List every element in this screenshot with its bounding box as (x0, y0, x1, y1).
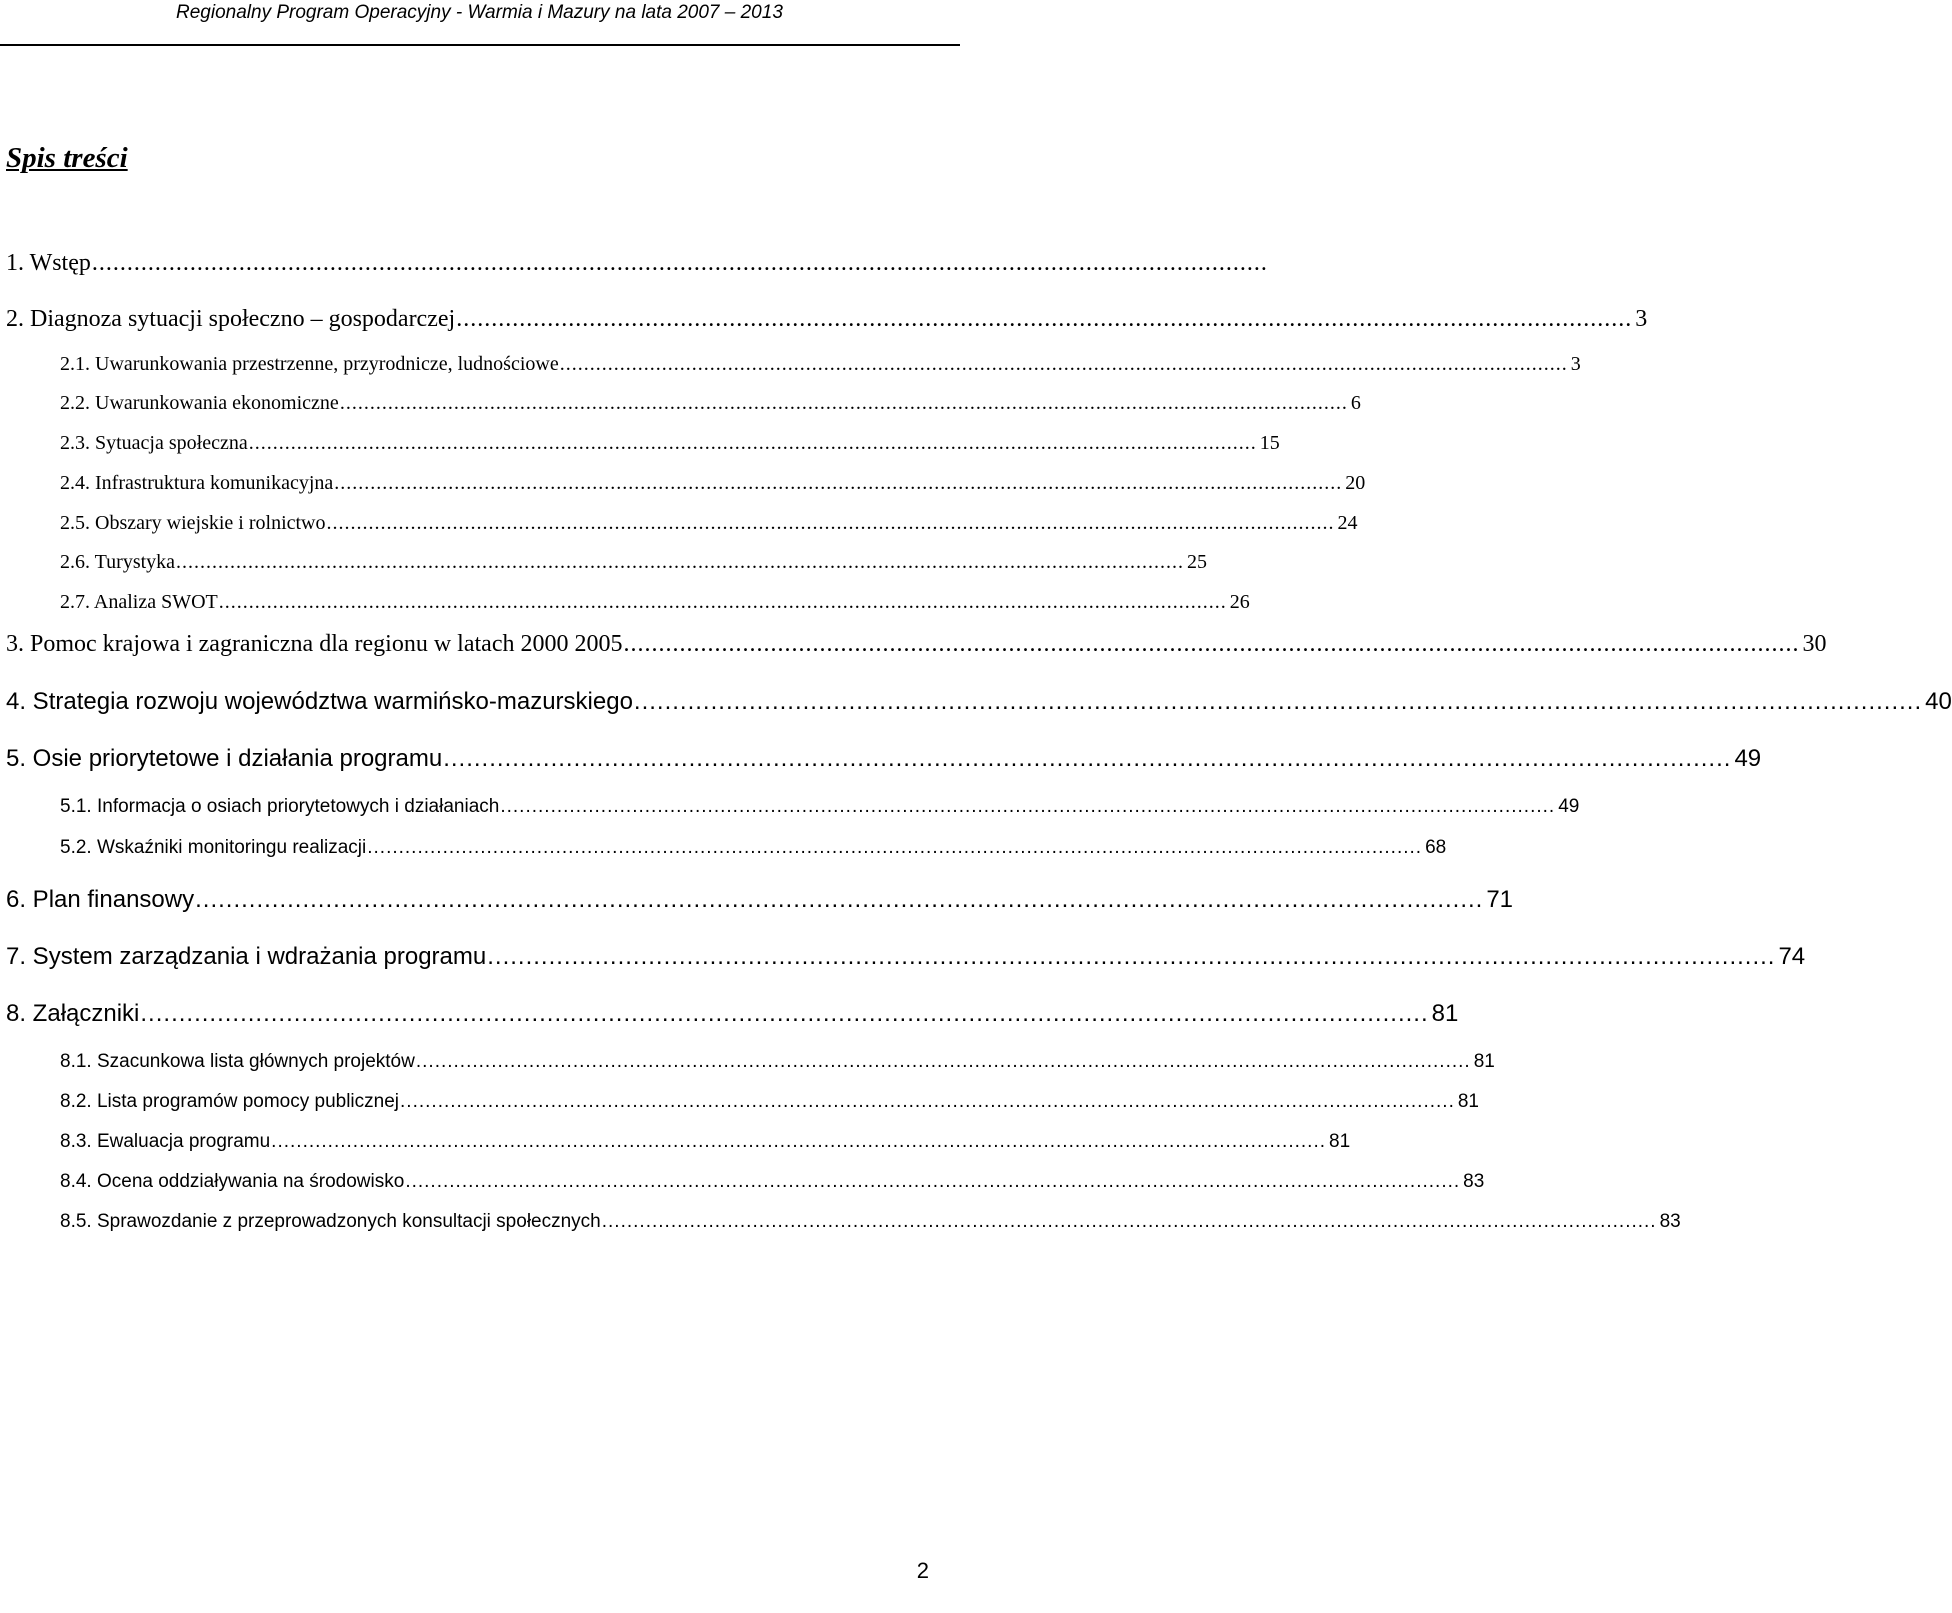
toc-entry-page: 49 (1558, 796, 1580, 817)
toc-entry-5-1[interactable] (60, 796, 1580, 818)
toc-entry-label: 1. Wstęp (6, 250, 91, 276)
toc-leader-dots: ........................................................................................................................................................................ (367, 837, 1423, 858)
toc-entry-8-3[interactable] (60, 1131, 1351, 1153)
toc-leader-dots: ........................................................................................................................................................................ (415, 1051, 1471, 1072)
toc-leader-dots: ........................................................................................................................................................................ (601, 1211, 1657, 1232)
toc-entry-page: 3 (1570, 353, 1581, 375)
toc-leader-dots: ........................................................................................................................................................................ (500, 796, 1556, 817)
toc-leader-dots: ........................................................................................................................................................................ (443, 745, 1732, 772)
toc-leader-dots: ........................................................................................................................................................................ (334, 472, 1343, 494)
toc-leader-dots: ........................................................................................................................................................................ (623, 631, 1800, 657)
toc-entry-page: 83 (1659, 1211, 1681, 1232)
toc-entry-page: 74 (1778, 943, 1806, 970)
toc-title: Spis treści (6, 142, 128, 174)
toc-entry-2-4[interactable] (60, 472, 1366, 495)
toc-entry-label: 5.2. Wskaźniki monitoringu realizacji (60, 837, 367, 858)
toc-entry-page: 81 (1473, 1051, 1495, 1072)
toc-leader-dots: ........................................................................................................................................................................ (248, 432, 1257, 454)
toc-entry-label: 8.2. Lista programów pomocy publicznej (60, 1091, 400, 1112)
toc-entry-5-2[interactable] (60, 837, 1447, 859)
toc-entry-4[interactable] (6, 688, 1952, 716)
toc-entry-8-4[interactable] (60, 1171, 1485, 1193)
toc-leader-dots: ........................................................................................................................................................................ (400, 1091, 1455, 1112)
toc-entry-label: 2.1. Uwarunkowania przestrzenne, przyrodnicze, ludnościowe (60, 353, 559, 375)
toc-entry-6[interactable] (6, 886, 1514, 914)
toc-leader-dots: ........................................................................................................................................................................ (195, 886, 1484, 913)
toc-entry-label: 2. Diagnoza sytuacji społeczno – gospodarczej (6, 306, 456, 332)
toc-entry-page: 24 (1337, 512, 1358, 534)
toc-leader-dots: ........................................................................................................................................................................ (326, 512, 1335, 534)
toc-entry-2-3[interactable] (60, 432, 1280, 455)
toc-entry-label: 8.5. Sprawozdanie z przeprowadzonych konsultacji społecznych (60, 1211, 601, 1232)
toc-entry-label: 5. Osie priorytetowe i działania programu (6, 745, 443, 772)
toc-entry-page: 15 (1259, 432, 1280, 454)
toc-leader-dots: ........................................................................................................................................................................ (91, 250, 1268, 276)
toc-entry-8-2[interactable] (60, 1091, 1479, 1113)
toc-entry-5[interactable] (6, 745, 1762, 773)
toc-entry-label: 8.4. Ocena oddziaływania na środowisko (60, 1171, 405, 1192)
toc-entry-page: 71 (1486, 886, 1514, 913)
toc-entry-page: 68 (1425, 837, 1447, 858)
toc-entry-page: 3 (1635, 306, 1648, 332)
toc-entry-page: 81 (1431, 1000, 1459, 1027)
toc-entry-label: 5.1. Informacja o osiach priorytetowych i działaniach (60, 796, 500, 817)
toc-entry-label: 2.3. Sytuacja społeczna (60, 432, 248, 454)
toc-entry-8-5[interactable] (60, 1211, 1681, 1233)
toc-entry-page: 81 (1457, 1091, 1479, 1112)
toc-leader-dots: ........................................................................................................................................................................ (339, 392, 1348, 414)
toc-leader-dots: ........................................................................................................................................................................ (218, 591, 1227, 613)
toc-entry-label: 2.4. Infrastruktura komunikacyjna (60, 472, 334, 494)
toc-entry-2[interactable] (6, 306, 1648, 333)
toc-entry-page: 30 (1802, 631, 1827, 657)
toc-leader-dots: ........................................................................................................................................................................ (487, 943, 1776, 970)
toc-entry-page: 26 (1229, 591, 1250, 613)
toc-leader-dots: ........................................................................................................................................................................ (271, 1131, 1327, 1152)
toc-entry-2-1[interactable] (60, 353, 1581, 376)
toc-entry-label: 3. Pomoc krajowa i zagraniczna dla regionu w latach 2000 2005 (6, 631, 623, 657)
toc-entry-page: 6 (1350, 392, 1361, 414)
toc-entry-page: 81 (1329, 1131, 1351, 1152)
toc-leader-dots: ........................................................................................................................................................................ (140, 1000, 1429, 1027)
page-header (0, 0, 960, 46)
toc-leader-dots: ........................................................................................................................................................................ (405, 1171, 1461, 1192)
toc-entry-8[interactable] (6, 1000, 1459, 1028)
toc-entry-3[interactable] (6, 631, 1827, 658)
toc-leader-dots: ........................................................................................................................................................................ (559, 353, 1568, 375)
toc-entry-label: 2.5. Obszary wiejskie i rolnictwo (60, 512, 326, 534)
toc-entry-page: 83 (1463, 1171, 1485, 1192)
toc-leader-dots: ........................................................................................................................................................................ (176, 551, 1185, 573)
toc-leader-dots: ........................................................................................................................................................................ (456, 306, 1633, 332)
toc-entry-label: 2.7. Analiza SWOT (60, 591, 218, 613)
toc-entry-label: 8.3. Ewaluacja programu (60, 1131, 271, 1152)
toc-entry-2-6[interactable] (60, 551, 1208, 574)
header-title: Regionalny Program Operacyjny - Warmia i Mazury na lata 2007 – 2013 (176, 2, 783, 23)
toc-entry-page: 49 (1734, 745, 1762, 772)
toc-entry-2-7[interactable] (60, 591, 1250, 614)
toc-entry-page: 40 (1925, 688, 1952, 715)
toc-entry-8-1[interactable] (60, 1051, 1495, 1073)
toc-entry-label: 8.1. Szacunkowa lista głównych projektów (60, 1051, 415, 1072)
toc-entry-page: 20 (1345, 472, 1366, 494)
toc-entry-2-5[interactable] (60, 512, 1358, 535)
toc-entry-1[interactable] (6, 250, 1268, 277)
toc-entry-label: 8. Załączniki (6, 1000, 140, 1027)
toc-entry-label: 4. Strategia rozwoju województwa warmińsko-mazurskiego (6, 688, 633, 715)
toc-entry-label: 2.6. Turystyka (60, 551, 176, 573)
toc-entry-label: 6. Plan finansowy (6, 886, 195, 913)
toc-entry-label: 7. System zarządzania i wdrażania programu (6, 943, 487, 970)
toc-entry-7[interactable] (6, 943, 1806, 971)
toc-entry-page: 25 (1187, 551, 1208, 573)
page-number: 2 (916, 1558, 929, 1583)
toc-leader-dots: ........................................................................................................................................................................ (633, 688, 1923, 715)
toc-entry-label: 2.2. Uwarunkowania ekonomiczne (60, 392, 339, 414)
toc-entry-2-2[interactable] (60, 392, 1361, 415)
